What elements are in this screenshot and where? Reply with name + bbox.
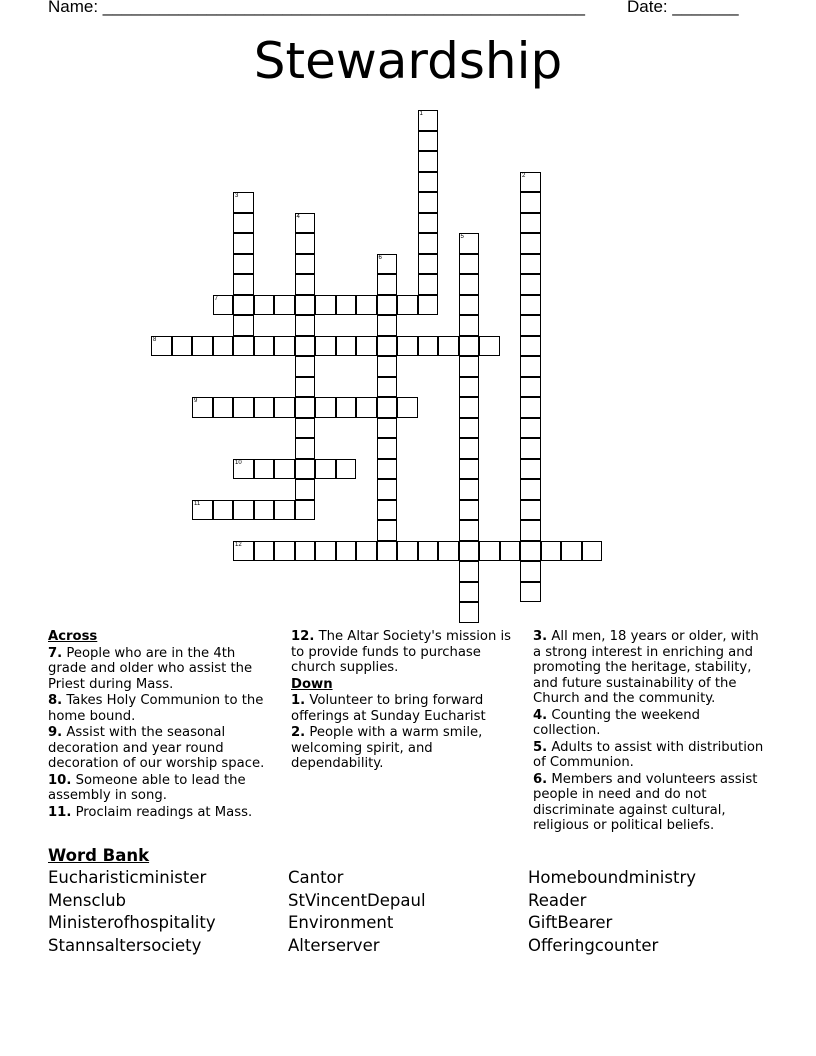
grid-cell[interactable]	[459, 397, 480, 418]
grid-cell[interactable]	[520, 172, 541, 193]
word-bank-item: Cantor	[288, 868, 344, 887]
grid-cell[interactable]	[295, 233, 316, 254]
grid-cell[interactable]	[418, 192, 439, 213]
grid-cell[interactable]	[459, 602, 480, 623]
grid-cell[interactable]	[377, 479, 398, 500]
clues-column-3	[533, 628, 767, 834]
grid-cell[interactable]	[520, 213, 541, 234]
grid-cell[interactable]	[520, 459, 541, 480]
grid-cell[interactable]	[377, 377, 398, 398]
page-title: Stewardship	[253, 32, 563, 90]
clue-down-3: 3. All men, 18 years or older, with a strong interest in enriching and promoting the heritage, stability, and future sustainability of the Church and the community.	[533, 629, 759, 706]
grid-cell[interactable]	[274, 500, 295, 521]
grid-cell[interactable]	[459, 500, 480, 521]
grid-cell[interactable]	[459, 377, 480, 398]
clue-number: 3	[235, 193, 239, 199]
grid-cell[interactable]	[479, 336, 500, 357]
grid-cell[interactable]	[356, 295, 377, 316]
grid-cell[interactable]	[233, 213, 254, 234]
word-bank-title: Word Bank	[48, 846, 150, 865]
grid-cell[interactable]	[418, 213, 439, 234]
grid-cell[interactable]	[418, 131, 439, 152]
grid-cell[interactable]	[418, 110, 439, 131]
grid-cell[interactable]	[520, 192, 541, 213]
word-bank-item: Ministerofhospitality	[48, 913, 216, 932]
grid-cell[interactable]	[418, 254, 439, 275]
word-bank-item: Offeringcounter	[528, 936, 659, 955]
grid-cell[interactable]	[520, 336, 541, 357]
grid-cell[interactable]	[479, 541, 500, 562]
clues-column-1	[48, 628, 276, 820]
grid-cell[interactable]	[459, 315, 480, 336]
grid-cell[interactable]	[418, 233, 439, 254]
grid-cell[interactable]	[356, 397, 377, 418]
clues-column-2	[291, 628, 519, 772]
grid-cell[interactable]	[418, 541, 439, 562]
grid-cell[interactable]	[377, 459, 398, 480]
grid-cell[interactable]	[418, 336, 439, 357]
grid-cell[interactable]	[418, 274, 439, 295]
clue-across-8: 8. Takes Holy Communion to the home bound.	[48, 693, 264, 724]
grid-cell[interactable]	[397, 397, 418, 418]
grid-cell[interactable]	[520, 295, 541, 316]
grid-cell[interactable]	[520, 582, 541, 603]
word-bank-item: Reader	[528, 891, 587, 910]
grid-cell[interactable]	[520, 254, 541, 275]
clue-down-6: 6. Members and volunteers assist people in need and do not discriminate against cultural, religious or political beliefs.	[533, 771, 758, 833]
grid-cell[interactable]	[274, 459, 295, 480]
grid-cell[interactable]	[459, 520, 480, 541]
grid-cell[interactable]	[377, 541, 398, 562]
grid-cell[interactable]	[295, 213, 316, 234]
clue-across-7: 7. People who are in the 4th grade and older who assist the Priest during Mass.	[48, 645, 253, 692]
grid-cell[interactable]	[377, 500, 398, 521]
grid-cell[interactable]	[172, 336, 193, 357]
clue-number: 4	[296, 213, 300, 220]
clue-across-9: 9. Assist with the seasonal decoration and year round decoration of our worship space.	[48, 725, 265, 771]
grid-cell[interactable]	[233, 233, 254, 254]
grid-cell[interactable]	[336, 295, 357, 316]
grid-cell[interactable]	[295, 377, 316, 398]
grid-cell[interactable]	[233, 254, 254, 275]
grid-cell[interactable]	[459, 254, 480, 275]
grid-cell[interactable]	[295, 397, 316, 418]
grid-cell[interactable]	[295, 254, 316, 275]
date-field[interactable]: Date: _______	[627, 0, 739, 16]
grid-cell[interactable]	[274, 397, 295, 418]
grid-cell[interactable]	[561, 541, 582, 562]
clue-number: 8	[153, 336, 157, 343]
grid-cell[interactable]	[315, 541, 336, 562]
grid-cell[interactable]	[459, 356, 480, 377]
grid-cell[interactable]	[459, 233, 480, 254]
grid-cell[interactable]	[459, 479, 480, 500]
grid-cell[interactable]	[438, 336, 459, 357]
grid-cell[interactable]	[397, 541, 418, 562]
grid-cell[interactable]	[336, 397, 357, 418]
grid-cell[interactable]	[377, 356, 398, 377]
clue-number: 1	[419, 111, 423, 117]
clue-number: 10	[235, 459, 242, 466]
grid-cell[interactable]	[295, 336, 316, 357]
grid-cell[interactable]	[274, 295, 295, 316]
grid-cell[interactable]	[233, 274, 254, 295]
name-field[interactable]: Name: ___________________________________________________	[48, 0, 585, 16]
grid-cell[interactable]	[356, 336, 377, 357]
grid-cell[interactable]	[377, 418, 398, 439]
grid-cell[interactable]	[192, 397, 213, 418]
grid-cell[interactable]	[274, 541, 295, 562]
clue-across-12: 12. The Altar Society's mission is to provide funds to purchase church supplies.	[291, 629, 512, 675]
grid-cell[interactable]	[213, 500, 234, 521]
grid-cell[interactable]	[377, 438, 398, 459]
clue-number: 9	[194, 398, 198, 404]
grid-cell[interactable]	[213, 295, 234, 316]
grid-cell[interactable]	[459, 459, 480, 480]
grid-cell[interactable]	[520, 356, 541, 377]
grid-cell[interactable]	[336, 541, 357, 562]
grid-cell[interactable]	[254, 295, 275, 316]
grid-cell[interactable]	[254, 336, 275, 357]
grid-cell[interactable]	[274, 336, 295, 357]
clue-number: 7	[214, 295, 218, 302]
grid-cell[interactable]	[377, 336, 398, 357]
grid-cell[interactable]	[520, 438, 541, 459]
grid-cell[interactable]	[233, 500, 254, 521]
grid-cell[interactable]	[520, 397, 541, 418]
grid-cell[interactable]	[315, 459, 336, 480]
grid-cell[interactable]	[377, 397, 398, 418]
grid-cell[interactable]	[397, 295, 418, 316]
grid-cell[interactable]	[254, 459, 275, 480]
grid-cell[interactable]	[520, 274, 541, 295]
grid-cell[interactable]	[459, 438, 480, 459]
grid-cell[interactable]	[192, 336, 213, 357]
grid-cell[interactable]	[377, 295, 398, 316]
clue-number: 6	[378, 254, 382, 261]
grid-cell[interactable]	[151, 336, 172, 357]
clue-down-5: 5. Adults to assist with distribution of Communion.	[533, 739, 764, 770]
grid-cell[interactable]	[233, 459, 254, 480]
grid-cell[interactable]	[397, 336, 418, 357]
grid-cell[interactable]	[459, 274, 480, 295]
grid-cell[interactable]	[500, 541, 521, 562]
grid-cell[interactable]	[233, 336, 254, 357]
grid-cell[interactable]	[295, 295, 316, 316]
grid-cell[interactable]	[254, 541, 275, 562]
clue-number: 11	[194, 500, 201, 507]
grid-cell[interactable]	[336, 459, 357, 480]
grid-cell[interactable]	[520, 418, 541, 439]
grid-cell[interactable]	[295, 479, 316, 500]
clue-number: 2	[522, 172, 526, 179]
clue-across-11: 11. Proclaim readings at Mass.	[48, 804, 253, 820]
grid-cell[interactable]	[520, 541, 541, 562]
grid-cell[interactable]	[377, 520, 398, 541]
grid-cell[interactable]	[295, 541, 316, 562]
grid-cell[interactable]	[459, 541, 480, 562]
grid-cell[interactable]	[233, 295, 254, 316]
grid-cell[interactable]	[520, 520, 541, 541]
grid-cell[interactable]	[295, 500, 316, 521]
grid-cell[interactable]	[254, 500, 275, 521]
word-bank-item: GiftBearer	[528, 913, 613, 932]
grid-cell[interactable]	[254, 397, 275, 418]
down-heading: Down	[291, 676, 333, 692]
clue-across-10: 10. Someone able to lead the assembly in song.	[48, 772, 246, 803]
grid-cell[interactable]	[377, 274, 398, 295]
grid-cell[interactable]	[377, 315, 398, 336]
word-bank-item: Homeboundministry	[528, 868, 696, 887]
grid-cell[interactable]	[233, 541, 254, 562]
clue-down-2: 2. People with a warm smile, welcoming spirit, and dependability.	[291, 725, 483, 771]
grid-cell[interactable]	[520, 500, 541, 521]
grid-cell[interactable]	[541, 541, 562, 562]
grid-cell[interactable]	[315, 295, 336, 316]
grid-cell[interactable]	[336, 336, 357, 357]
across-heading: Across	[48, 629, 98, 644]
grid-cell[interactable]	[520, 233, 541, 254]
grid-cell[interactable]	[192, 500, 213, 521]
grid-cell[interactable]	[213, 397, 234, 418]
grid-cell[interactable]	[418, 172, 439, 193]
word-bank-item: Eucharisticminister	[48, 868, 207, 887]
grid-cell[interactable]	[438, 541, 459, 562]
grid-cell[interactable]	[520, 479, 541, 500]
grid-cell[interactable]	[295, 438, 316, 459]
grid-cell[interactable]	[582, 541, 603, 562]
word-bank-item: Stannsaltersociety	[48, 936, 202, 955]
grid-cell[interactable]	[315, 397, 336, 418]
grid-cell[interactable]	[295, 459, 316, 480]
grid-cell[interactable]	[459, 418, 480, 439]
grid-cell[interactable]	[356, 541, 377, 562]
grid-cell[interactable]	[295, 274, 316, 295]
word-bank-item: Alterserver	[288, 936, 380, 955]
word-bank-item: Environment	[288, 913, 394, 932]
clue-down-4: 4. Counting the weekend collection.	[533, 707, 700, 738]
clue-number: 12	[235, 541, 242, 548]
grid-cell[interactable]	[295, 315, 316, 336]
grid-cell[interactable]	[459, 295, 480, 316]
word-bank-item: Mensclub	[48, 891, 127, 910]
grid-cell[interactable]	[520, 315, 541, 336]
grid-cell[interactable]	[233, 315, 254, 336]
grid-cell[interactable]	[520, 561, 541, 582]
grid-cell[interactable]	[315, 336, 336, 357]
grid-cell[interactable]	[459, 336, 480, 357]
word-bank-item: StVincentDepaul	[288, 891, 426, 910]
grid-cell[interactable]	[418, 295, 439, 316]
grid-cell[interactable]	[213, 336, 234, 357]
grid-cell[interactable]	[233, 397, 254, 418]
grid-cell[interactable]	[233, 192, 254, 213]
grid-cell[interactable]	[295, 418, 316, 439]
grid-cell[interactable]	[459, 582, 480, 603]
clue-down-1: 1. Volunteer to bring forward offerings at Sunday Eucharist	[291, 693, 486, 724]
clue-number: 5	[460, 234, 464, 240]
grid-cell[interactable]	[418, 151, 439, 172]
grid-cell[interactable]	[459, 561, 480, 582]
grid-cell[interactable]	[520, 377, 541, 398]
grid-cell[interactable]	[377, 254, 398, 275]
grid-cell[interactable]	[295, 356, 316, 377]
